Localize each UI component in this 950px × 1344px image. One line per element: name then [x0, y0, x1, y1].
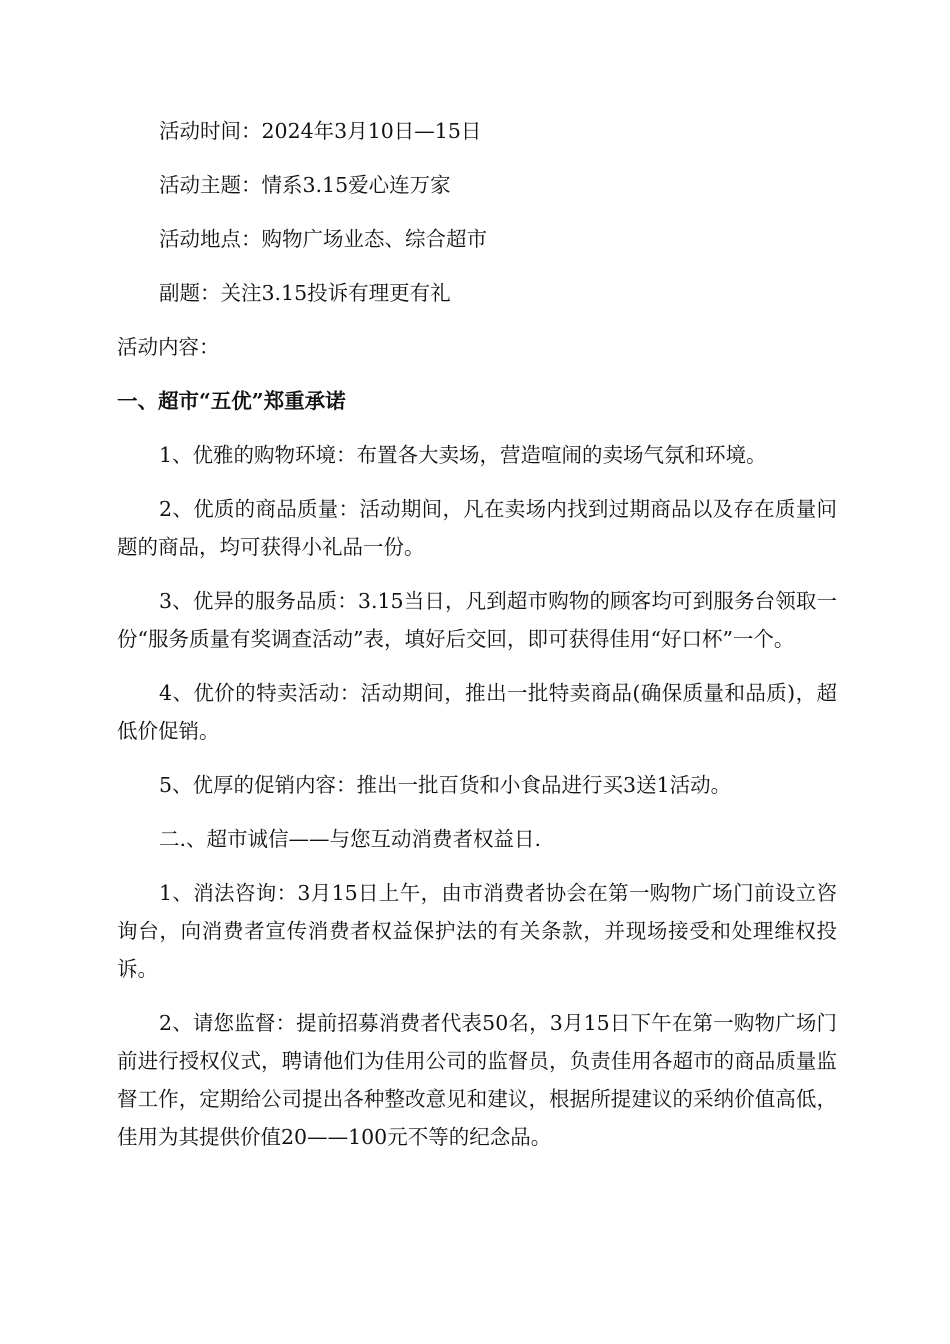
section-1-item-4: 4、优价的特卖活动：活动期间，推出一批特卖商品(确保质量和品质)，超低价促销。: [117, 681, 837, 743]
section-1-item-5: 5、优厚的促销内容：推出一批百货和小食品进行买3送1活动。: [159, 773, 732, 797]
section-2-item-1: 1、消法咨询：3月15日上午，由市消费者协会在第一购物广场门前设立咨询台，向消费者宣传消费者权益保护法的有关条款，并现场接受和处理维权投诉。: [117, 881, 837, 981]
section-1-item-1: 1、优雅的购物环境：布置各大卖场，营造喧闹的卖场气氛和环境。: [159, 443, 767, 467]
section-2-item-2: 2、请您监督：提前招募消费者代表50名，3月15日下午在第一购物广场门前进行授权仪式，聘请他们为佳用公司的监督员，负责佳用各超市的商品质量监督工作，定期给公司提出各种整改意见和建议，根据所提建议的采纳价值高低，佳用为其提供价值20——100元不等的纪念品。: [117, 1011, 837, 1149]
event-time: 活动时间：2024年3月10日—15日: [159, 119, 482, 143]
section-1-item-3: 3、优异的服务品质：3.15当日，凡到超市购物的顾客均可到服务台领取一份“服务质量有奖调查活动”表，填好后交回，即可获得佳用“好口杯”一个。: [117, 589, 837, 651]
event-subtitle: 副题：关注3.15投诉有理更有礼: [159, 281, 451, 305]
event-theme: 活动主题：情系3.15爱心连万家: [159, 173, 451, 197]
section-1-heading: 一、超市“五优”郑重承诺: [117, 389, 346, 413]
content-label: 活动内容：: [117, 335, 220, 359]
event-location: 活动地点：购物广场业态、综合超市: [159, 227, 487, 251]
section-2-heading: 二.、超市诚信——与您互动消费者权益日.: [159, 827, 542, 851]
section-1-item-2: 2、优质的商品质量：活动期间，凡在卖场内找到过期商品以及存在质量问题的商品，均可获得小礼品一份。: [117, 497, 837, 559]
document-page: [117, 112, 837, 1172]
